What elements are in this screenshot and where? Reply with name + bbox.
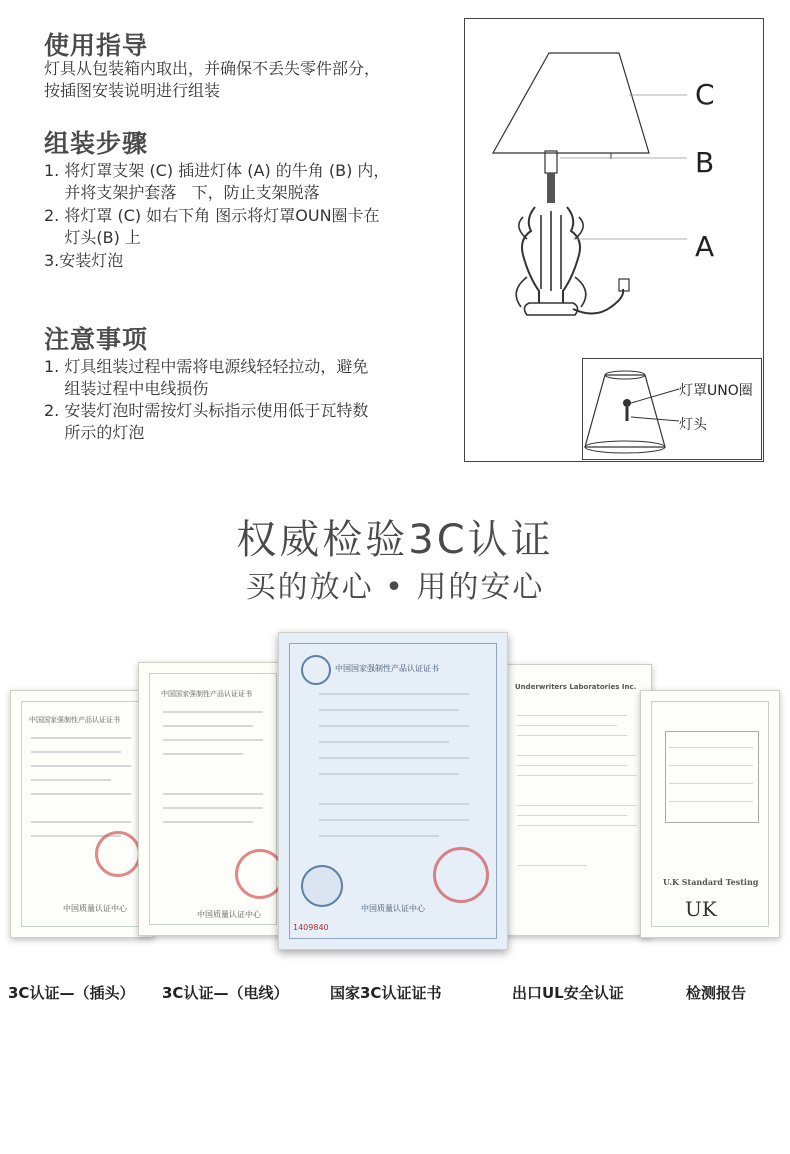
- inset-head-label: 灯头: [679, 417, 707, 433]
- ccc-logo-icon: [301, 655, 331, 685]
- cert-test-report: [640, 690, 780, 938]
- notes-title: 注意事项: [44, 325, 149, 354]
- assembly-step-2: 2. 将灯罩 (C) 如右下角 图示将灯罩OUN圈卡在 灯头(B) 上: [44, 206, 380, 247]
- caption-wire: 3C认证—（电线）: [162, 984, 289, 1002]
- caption-report: 检测报告: [686, 984, 747, 1002]
- uk-caption: U.K Standard Testing: [663, 877, 759, 887]
- cert-plug-issuer: 中国质量认证中心: [63, 904, 127, 913]
- cert-plug-3c: [10, 690, 154, 938]
- red-seal-icon: [433, 847, 489, 903]
- inset-drawing: [583, 359, 763, 461]
- cert-wire-issuer: 中国质量认证中心: [197, 910, 261, 919]
- cert-national-title: 中国国家强制性产品认证证书: [335, 664, 439, 673]
- assembly-step-3: 3.安装灯泡: [44, 251, 124, 270]
- cert-plug-title: 中国国家强制性产品认证证书: [29, 716, 120, 724]
- cert-national-3c: [278, 632, 508, 950]
- red-seal-icon: [95, 831, 141, 877]
- cert-ul: [500, 664, 652, 936]
- cqc-logo-icon: [301, 865, 343, 907]
- guide-title: 使用指导: [44, 31, 149, 60]
- caption-plug: 3C认证—（插头）: [8, 984, 135, 1002]
- assembly-title: 组装步骤: [44, 129, 149, 158]
- cert-wire-3c: [138, 662, 288, 936]
- lamp-shade-shape: [493, 53, 649, 153]
- inset-ring-label: 灯罩UNO圈: [679, 383, 753, 399]
- cert-national-issuer: 中国质量认证中心: [361, 904, 425, 913]
- label-c: C: [695, 78, 715, 111]
- caption-ul: 出口UL安全认证: [512, 984, 624, 1002]
- report-table: [665, 731, 759, 823]
- uk-logo: UK: [685, 897, 717, 921]
- cert-national-number: 1409840: [293, 923, 329, 932]
- assembly-step-1: 1. 将灯罩支架 (C) 插进灯体 (A) 的牛角 (B) 内， 并将支架护套落 下，防止支架脱落: [44, 161, 390, 202]
- label-b: B: [695, 146, 715, 179]
- caption-national: 国家3C认证证书: [330, 984, 442, 1002]
- shade-ring-inset: [582, 358, 762, 460]
- label-a: A: [695, 230, 715, 263]
- promo-headline: 权威检验3C认证: [236, 517, 554, 563]
- notes-item-2: 2. 安装灯泡时需按灯头标指示使用低于瓦特数 所示的灯泡: [44, 401, 369, 442]
- notes-item-1: 1. 灯具组装过程中需将电源线轻轻拉动，避免 组装过程中电线损伤: [44, 357, 369, 398]
- cert-ul-header: Underwriters Laboratories Inc.: [515, 683, 637, 691]
- guide-text: 灯具从包装箱内取出，并确保不丢失零件部分， 按插图安装说明进行组装: [44, 59, 381, 100]
- cert-wire-title: 中国国家强制性产品认证证书: [161, 690, 252, 698]
- promo-subline: 买的放心 • 用的安心: [245, 570, 545, 605]
